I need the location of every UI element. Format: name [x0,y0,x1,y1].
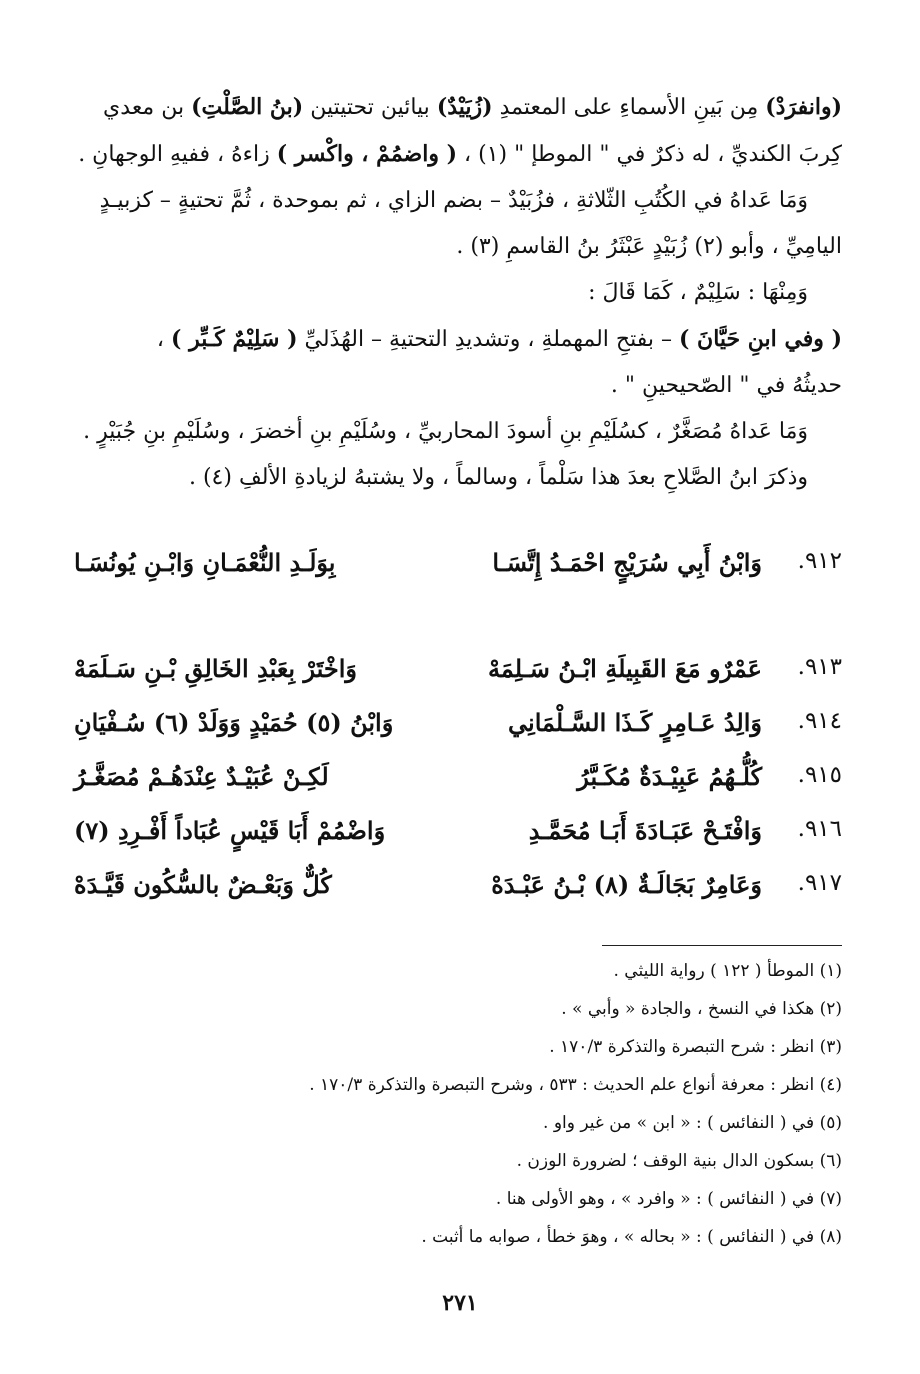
text-line [74,409,842,455]
text-line [74,131,842,178]
verse-second-hemistich: وَاخْتَرْ بِعَبْدِ الخَالِقِ بْـنِ سَـلَمَهْ [74,654,358,683]
text-run: مِن بَينِ الأسماءِ على المعتمدِ [492,95,766,120]
emphasized-term: ( سَلِيْمٌ كَـبِّر ) [171,326,298,352]
verse-second-hemistich: وَابْنُ (٥) حُمَيْدٍ وَوَلَدْ (٦) سُـفْيَانِ [74,708,394,737]
text-run: . [188,465,203,490]
text-line [74,316,842,363]
text-line [74,270,842,316]
emphasized-term: (بنُ الصَّلْتِ) [191,94,304,120]
emphasized-term: (زُيَيْدٌ) [436,94,493,120]
emphasized-term: ( وفي ابنِ حَيَّانَ ) [678,326,842,352]
text-run: (٢) [694,234,724,259]
verse-number: ٩١٦. [797,816,842,842]
verse-line [74,754,842,808]
text-run: بيائين تحتيتين [303,95,437,120]
text-run: زاءهُ ، ففيهِ الوجهانِ . [78,142,277,167]
commentary-text [74,84,842,501]
text-run: وَمِنْهَا : سَلِيْمٌ ، كَمَا قَالَ : [588,280,808,305]
verse-first-hemistich: وَالِدُ عَـامِرٍ كَـذَا السَّـلْمَانِي [508,708,762,737]
text-run: ، [156,327,172,352]
text-run: اليامِيِّ ، وأبو [723,234,842,259]
text-line [74,455,842,501]
text-run: وذكرَ ابنُ الصَّلاحِ بعدَ هذا سَلْماً ، وسالماً ، ولا يشتبهُ لزيادةِ الألفِ [231,465,808,490]
text-run: وَمَا عَداهُ مُصَغَّرٌ ، كسُلَيْمِ بنِ أسودَ المحاربيِّ ، وسُلَيْمِ بنِ أخضرَ ، وسُلَيْمِ بنِ جُبَيْرٍ . [83,419,808,444]
verse-first-hemistich: وَعَامِرٌ بَجَالَـةٌ (٨) بْـنُ عَبْـدَهْ [491,870,762,899]
verse-line [74,540,842,594]
verse-first-hemistich: عَمْرٌو مَعَ القَبِيلَةِ ابْـنُ سَـلِمَهْ [488,654,762,683]
page-number: ٢٧١ [442,1290,478,1316]
verse-line [74,862,842,916]
text-run: حديثُهُ في " الصّحيحينِ " . [610,373,842,398]
verse-line [74,646,842,700]
verse-second-hemistich: وَاضْمُمْ أَبَا قَيْسٍ عُبَاداً أَفْـرِدِ (٧) [74,816,386,845]
verse-second-hemistich: بِوَلَـدِ النُّعْمَـانِ وَابْـنِ يُونُسَـا [74,548,336,577]
verse-number: ٩١٤. [797,708,842,734]
verse-number: ٩١٣. [797,654,842,680]
text-run: كِربَ الكنديِّ ، له ذكرٌ في " الموطإ " [507,142,842,167]
text-run: (٣) [470,234,500,259]
verse-line [74,700,842,754]
verse-second-hemistich: لَكِـنْ عُبَيْـدٌ عِنْدَهُـمْ مُصَغَّـرُ [74,762,329,791]
verse-first-hemistich: وَافْتَـحْ عَبَـادَةَ أَبَـا مُحَمَّـدِ [528,816,762,845]
verse-number: ٩١٥. [797,762,842,788]
footnote: (٤) انظر : معرفة أنواع علم الحديث : ٥٣٣ ، وشرح التبصرة والتذكرة ١٧٠/٣ . [309,1075,842,1095]
verse-first-hemistich: وَابْنُ أَبِي سُرَيْجٍ احْمَـدُ إِتَّسَـا [492,548,762,577]
text-run: (٤) [202,465,232,490]
text-run: بن معدي [103,95,192,120]
text-run: – بفتحِ المهملةِ ، وتشديدِ التحتيةِ – الهُذَليِّ [297,327,679,352]
text-run: زُبَيْدٍ عَبْثَرُ بنُ القاسمِ [499,234,695,259]
verse-line [74,808,842,862]
text-line [74,363,842,409]
verse-first-hemistich: كُلُّـهُمُ عَبِيْـدَةٌ مُكَـبَّرُ [577,762,762,791]
emphasized-term: (وانفرَدْ) [765,94,842,120]
footnote-separator [602,945,842,946]
footnote: (٣) انظر : شرح التبصرة والتذكرة ١٧٠/٣ . [549,1037,842,1057]
footnote: (٥) في ( النفائس ) : « ابن » من غير واو . [543,1113,842,1133]
text-run: . [456,234,471,259]
footnote: (٢) هكذا في النسخ ، والجادة « وأبي » . [561,999,842,1019]
poem-verses [74,540,842,916]
text-run: وَمَا عَداهُ في الكُتُبِ الثّلاثةِ ، فزُبَيْدٌ – بضم الزاي ، ثم بموحدة ، ثُمَّ تحتيةٍ – كزبيـدٍ [99,188,808,213]
verse-second-hemistich: كُلٌّ وَبَعْـضٌ بالسُّكُون قَيَّـدَهْ [74,870,332,899]
emphasized-term: ( واضمُمْ ، واكْسر ) [276,141,458,167]
text-run: ، [457,142,479,167]
verse-number: ٩١٧. [797,870,842,896]
footnote: (٧) في ( النفائس ) : « وافرد » ، وهو الأولى هنا . [495,1189,842,1209]
footnote: (١) الموطأ ( ١٢٢ ) رواية الليثي . [613,961,842,981]
footnote: (٨) في ( النفائس ) : « بحاله » ، وهوَ خطأ ، صوابه ما أثبت . [421,1227,842,1247]
text-line [74,178,842,224]
verse-number: ٩١٢. [797,548,842,574]
footnotes [74,952,842,1256]
text-line [74,224,842,270]
footnote: (٦) بسكون الدال بنية الوقف ؛ لضرورة الوزن . [516,1151,842,1171]
text-line [74,84,842,131]
text-run: (١) [478,142,508,167]
